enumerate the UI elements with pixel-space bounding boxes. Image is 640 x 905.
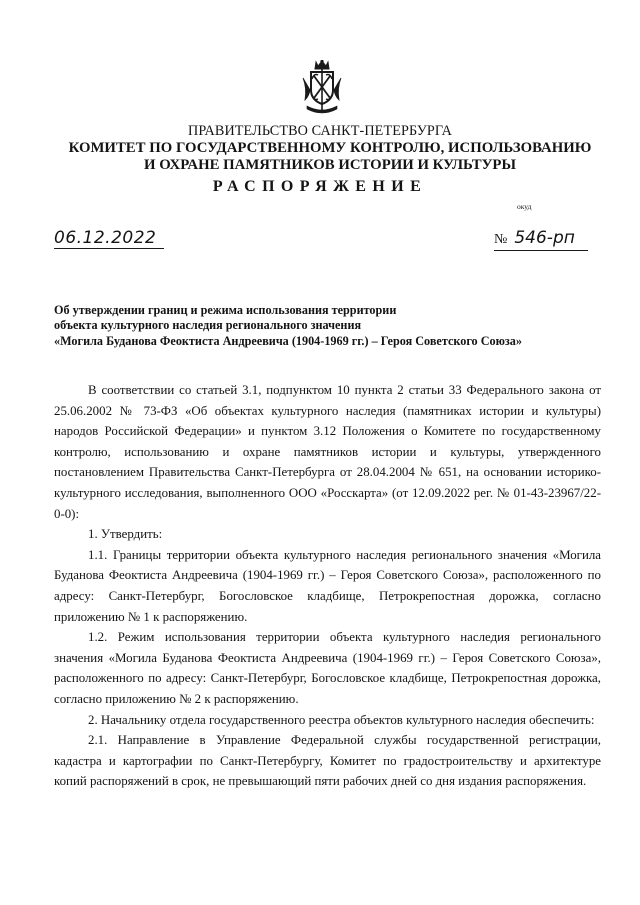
government-title: ПРАВИТЕЛЬСТВО САНКТ-ПЕТЕРБУРГА (188, 123, 452, 139)
okud-label: окуд (517, 202, 532, 211)
document-date: 06.12.2022 (54, 228, 164, 249)
paragraph-1-1: 1.1. Границы территории объекта культурного наследия регионального значения «Могила Буданова Феоктиста Андреевича (1904-1969 гг.) – Героя Советского Союза», расположенного по адресу: Санкт-Петербург, Богословское кладбище, Петрокрепостная дорожка, согласно приложению № 1 к распоряжению. (54, 547, 601, 624)
paragraph-1: 1. Утвердить: (88, 527, 163, 542)
document-number (494, 228, 588, 251)
subject-line1: Об утверждении границ и режима использования территории (54, 303, 397, 317)
number-sign: № (494, 232, 508, 247)
document-body (54, 380, 601, 792)
document-type-heading: РАСПОРЯЖЕНИЕ (212, 178, 428, 195)
subject-line3: «Могила Буданова Феоктиста Андреевича (1904-1969 гг.) – Героя Советского Союза» (54, 333, 522, 348)
coat-of-arms-icon (301, 60, 343, 116)
paragraph-2: 2. Начальнику отдела государственного реестра объектов культурного наследия обеспечить: (88, 712, 595, 727)
committee-title-line2: И ОХРАНЕ ПАМЯТНИКОВ ИСТОРИИ И КУЛЬТУРЫ (143, 157, 516, 173)
subject-line2: объекта культурного наследия регионального значения (54, 318, 362, 333)
paragraph-intro: В соответствии со статьей 3.1, подпунктом 10 пункта 2 статьи 33 Федерального закона от 25.06.2002 № 73-ФЗ «Об объектах культурного наследия (памятниках истории и культуры) народов Российской Федерации» и пунктом 3.12 Положения о Комитете по государственному контролю, использованию и охране памятников истории и культуры, утвержденного постановлением Правительства Санкт-Петербурга от 28.04.2004 № 651, на основании историко-культурного исследования, выполненного ООО «Росскарта» (от 12.09.2022 рег. № 01-43-23967/22-0-0): (54, 383, 601, 521)
number-value: 546-рп (514, 228, 575, 248)
committee-title-line1: КОМИТЕТ ПО ГОСУДАРСТВЕННОМУ КОНТРОЛЮ, ИСПОЛЬЗОВАНИЮ (68, 140, 592, 156)
paragraph-2-1: 2.1. Направление в Управление Федеральной службы государственной регистрации, кадастра и картографии по Санкт-Петербургу, Комитет по градостроительству и архитектуре копий распоряжений в срок, не превышающий пяти рабочих дней со дня издания распоряжения. (54, 733, 601, 789)
committee-title (40, 140, 620, 174)
document-subject (54, 303, 594, 349)
paragraph-1-2: 1.2. Режим использования территории объекта культурного наследия регионального значения «Могила Буданова Феоктиста Андреевича (1904-1969 гг.) – Героя Советского Союза», расположенного по адресу: Санкт-Петербург, Богословское кладбище, Петрокрепостная дорожка, согласно приложению № 2 к распоряжению. (54, 630, 601, 706)
